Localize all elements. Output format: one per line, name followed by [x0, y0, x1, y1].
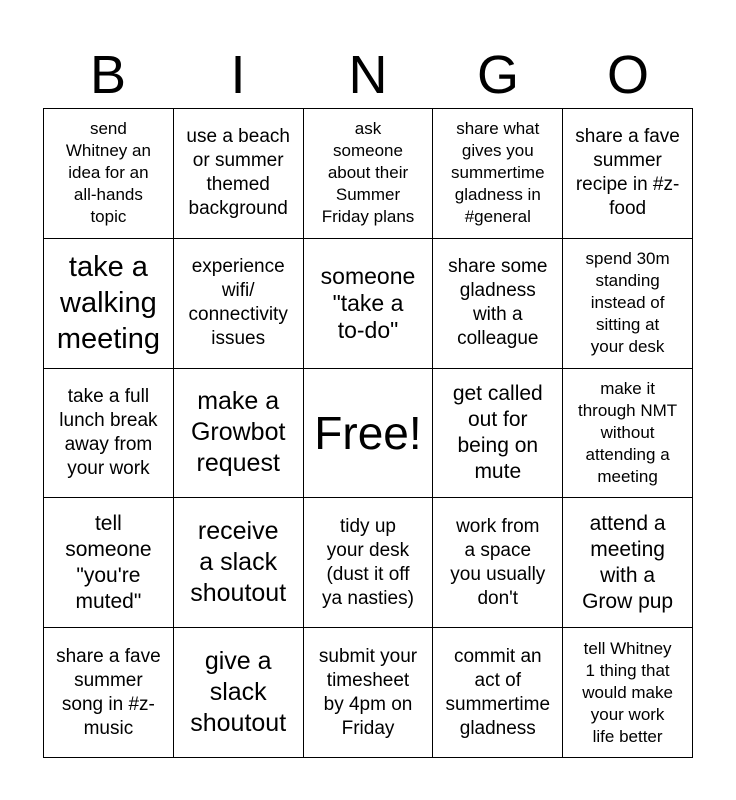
cell-text: take a full lunch break away from your work — [59, 385, 158, 479]
cell-text: give a slack shoutout — [190, 647, 287, 738]
cell-text: share a fave summer recipe in #z- food — [575, 126, 680, 220]
cell-text: commit an act of summertime gladness — [445, 645, 551, 739]
bingo-cell[interactable] — [563, 109, 693, 239]
cell-text: receive a slack shoutout — [190, 517, 287, 608]
bingo-cell[interactable] — [563, 239, 693, 369]
header-letter-g: G — [476, 45, 519, 105]
bingo-cell[interactable] — [433, 109, 563, 239]
bingo-cell[interactable] — [174, 109, 304, 239]
cell-text: take a walking meeting — [56, 251, 160, 356]
cell-text: share a fave summer song in #z- music — [56, 645, 161, 739]
cell-text: submit your timesheet by 4pm on Friday — [318, 645, 418, 739]
cell-text: use a beach or summer themed background — [186, 126, 290, 220]
bingo-board — [43, 108, 693, 758]
bingo-cell[interactable] — [304, 109, 434, 239]
bingo-cell[interactable] — [174, 239, 304, 369]
cell-text: tell someone "you're muted" — [65, 511, 152, 613]
bingo-cell[interactable] — [174, 369, 304, 499]
cell-text: tidy up your desk (dust it off ya nasties) — [322, 515, 414, 609]
cell-text: spend 30m standing instead of sitting at your desk — [585, 249, 670, 357]
bingo-cell[interactable] — [44, 369, 174, 499]
bingo-cell[interactable] — [433, 369, 563, 499]
bingo-cell[interactable] — [433, 498, 563, 628]
bingo-cell[interactable] — [433, 628, 563, 758]
cell-text: send Whitney an idea for an all-hands topic — [65, 119, 151, 227]
bingo-cell[interactable] — [174, 628, 304, 758]
free-space[interactable] — [304, 369, 434, 499]
bingo-header — [43, 42, 693, 108]
bingo-cell[interactable] — [304, 239, 434, 369]
bingo-cell[interactable] — [44, 239, 174, 369]
cell-text: share some gladness with a colleague — [448, 256, 548, 350]
cell-text: ask someone about their Summer Friday plans — [321, 119, 415, 227]
bingo-cell[interactable] — [304, 628, 434, 758]
cell-text: tell Whitney 1 thing that would make your work life better — [582, 638, 673, 746]
cell-text: make it through NMT without attending a meeting — [577, 378, 678, 486]
cell-text: experience wifi/ connectivity issues — [188, 256, 288, 350]
bingo-cell[interactable] — [44, 498, 174, 628]
cell-text: make a Growbot request — [190, 387, 286, 478]
bingo-cell[interactable] — [174, 498, 304, 628]
cell-text: work from a space you usually don't — [450, 515, 546, 609]
bingo-cell[interactable] — [563, 369, 693, 499]
cell-text: get called out for being on mute — [452, 381, 543, 483]
cell-text: share what gives you summertime gladness in #general — [451, 119, 545, 227]
header-letter-n: N — [348, 45, 388, 105]
bingo-cell[interactable] — [563, 628, 693, 758]
cell-text: someone "take a to-do" — [320, 262, 416, 343]
bingo-cell[interactable] — [44, 109, 174, 239]
cell-text: attend a meeting with a Grow pup — [582, 511, 674, 613]
bingo-cell[interactable] — [44, 628, 174, 758]
bingo-cell[interactable] — [563, 498, 693, 628]
header-letter-i: I — [230, 45, 246, 105]
header-letter-b: B — [89, 45, 127, 105]
bingo-cell[interactable] — [433, 239, 563, 369]
header-letter-o: O — [606, 45, 649, 105]
free-space-text: Free! — [314, 406, 422, 459]
bingo-cell[interactable] — [304, 498, 434, 628]
